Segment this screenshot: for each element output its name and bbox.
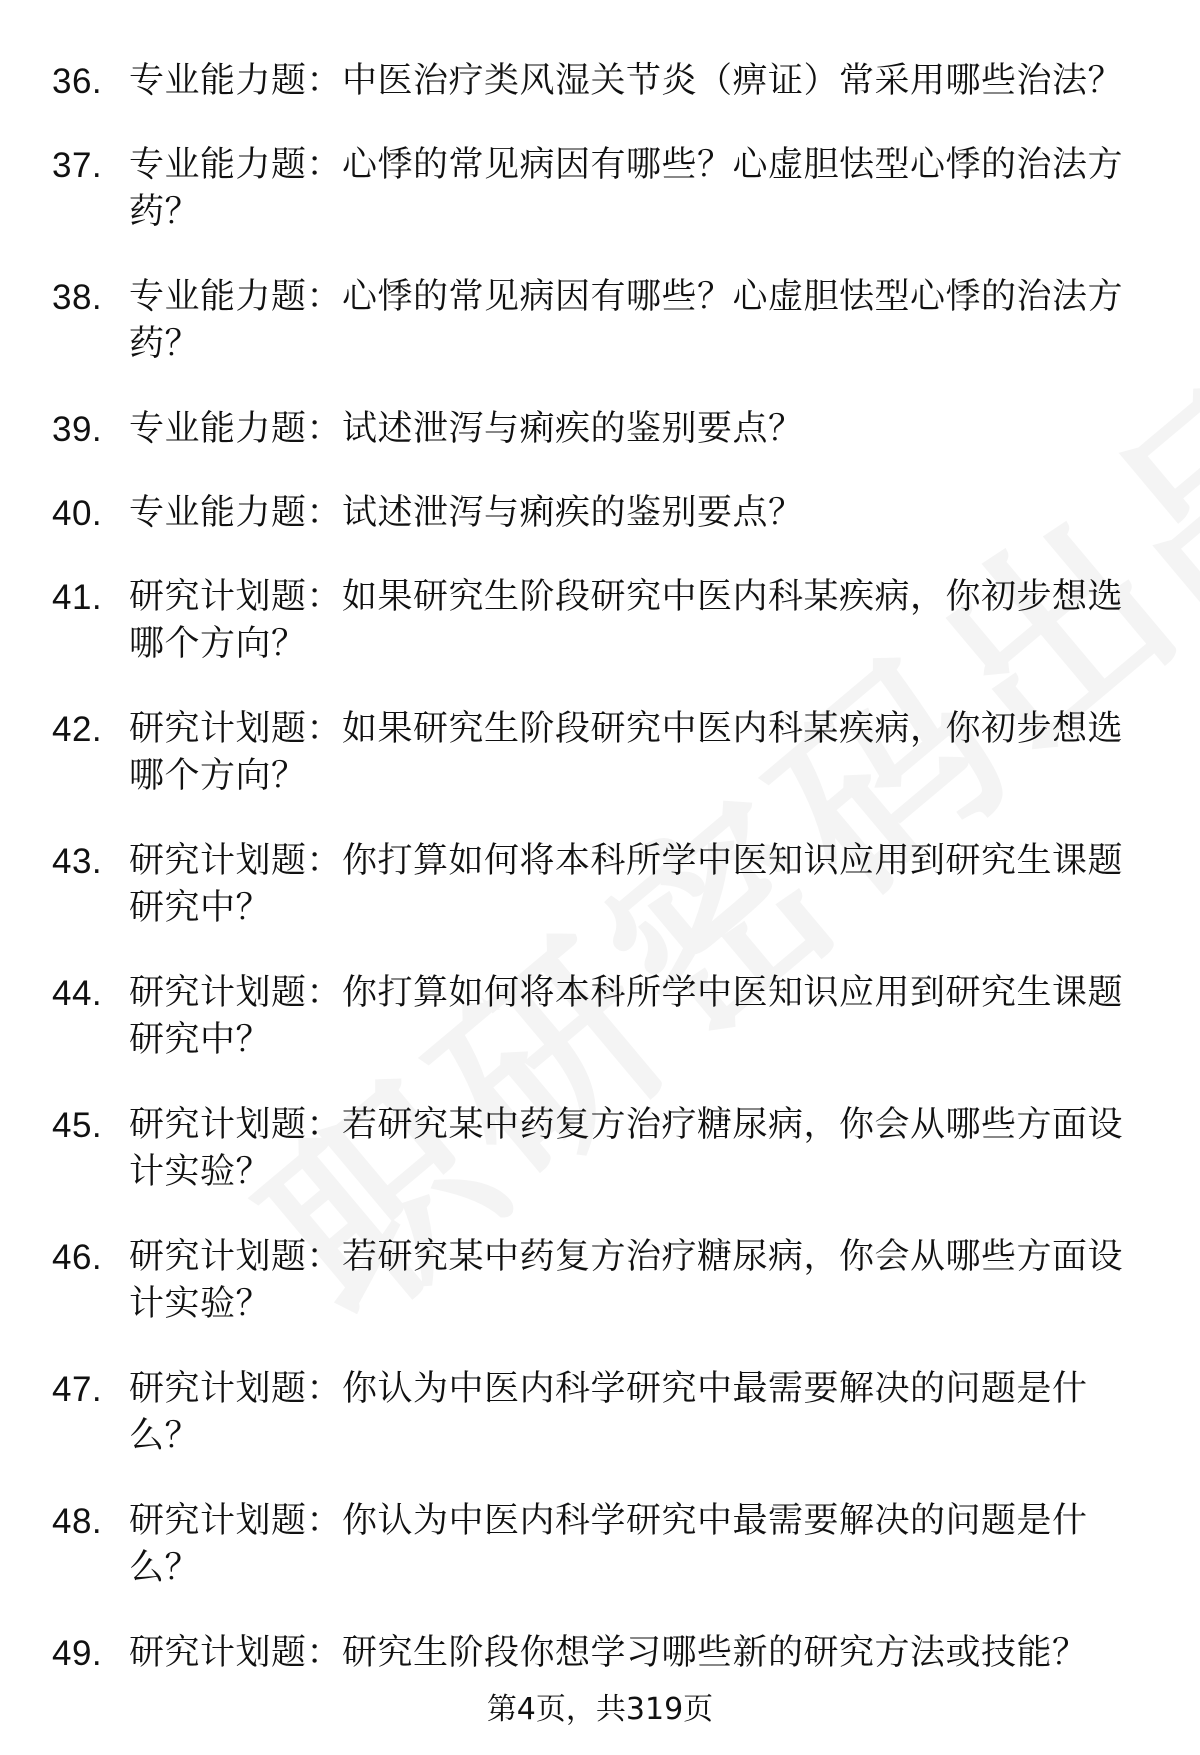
question-text: 试述泄泻与痢疾的鉴别要点？ bbox=[342, 493, 804, 533]
list-item bbox=[0, 490, 1200, 537]
question-text: 你打算如何将本科所学中医知识应用到研究生课题研究中？ bbox=[129, 973, 1124, 1060]
question-text: 如果研究生阶段研究中医内科某疾病，你初步想选哪个方向？ bbox=[129, 577, 1124, 664]
question-list bbox=[0, 58, 1200, 1714]
question-category: 研究计划题： bbox=[129, 973, 343, 1013]
page-footer: 第4页，共319页 bbox=[486, 1692, 714, 1727]
question-number: 48. bbox=[52, 1502, 103, 1541]
list-item bbox=[0, 142, 1200, 236]
question-number: 43. bbox=[52, 842, 103, 881]
question-text: 如果研究生阶段研究中医内科某疾病，你初步想选哪个方向？ bbox=[129, 709, 1124, 796]
question-number: 37. bbox=[52, 146, 103, 185]
question-number: 45. bbox=[52, 1106, 103, 1145]
question-number: 46. bbox=[52, 1238, 103, 1277]
question-text: 若研究某中药复方治疗糖尿病，你会从哪些方面设计实验？ bbox=[129, 1237, 1124, 1324]
question-category: 研究计划题： bbox=[129, 1501, 343, 1541]
question-category: 专业能力题： bbox=[129, 493, 343, 533]
list-item bbox=[0, 1102, 1200, 1196]
list-item bbox=[0, 574, 1200, 668]
list-item bbox=[0, 1366, 1200, 1460]
list-item bbox=[0, 58, 1200, 105]
list-item bbox=[0, 1630, 1200, 1677]
question-number: 47. bbox=[52, 1370, 103, 1409]
question-category: 研究计划题： bbox=[129, 577, 343, 617]
list-item bbox=[0, 706, 1200, 800]
question-category: 研究计划题： bbox=[129, 1237, 343, 1277]
question-text: 若研究某中药复方治疗糖尿病，你会从哪些方面设计实验？ bbox=[129, 1105, 1124, 1192]
question-category: 研究计划题： bbox=[129, 1105, 343, 1145]
question-text: 你认为中医内科学研究中最需要解决的问题是什么？ bbox=[129, 1501, 1088, 1588]
question-category: 专业能力题： bbox=[129, 277, 343, 317]
question-category: 专业能力题： bbox=[129, 61, 343, 101]
question-number: 44. bbox=[52, 974, 103, 1013]
question-text: 你打算如何将本科所学中医知识应用到研究生课题研究中？ bbox=[129, 841, 1124, 928]
question-text: 研究生阶段你想学习哪些新的研究方法或技能？ bbox=[342, 1633, 1088, 1673]
question-number: 40. bbox=[52, 494, 103, 533]
question-number: 39. bbox=[52, 410, 103, 449]
question-category: 专业能力题： bbox=[129, 409, 343, 449]
question-number: 36. bbox=[52, 62, 103, 101]
question-text: 心悸的常见病因有哪些？心虚胆怯型心悸的治法方药？ bbox=[129, 145, 1124, 232]
list-item bbox=[0, 406, 1200, 453]
question-category: 研究计划题： bbox=[129, 1369, 343, 1409]
question-number: 49. bbox=[52, 1634, 103, 1673]
list-item bbox=[0, 274, 1200, 368]
question-number: 38. bbox=[52, 278, 103, 317]
question-category: 专业能力题： bbox=[129, 145, 343, 185]
question-number: 42. bbox=[52, 710, 103, 749]
question-text: 心悸的常见病因有哪些？心虚胆怯型心悸的治法方药？ bbox=[129, 277, 1124, 364]
list-item bbox=[0, 1234, 1200, 1328]
list-item bbox=[0, 1498, 1200, 1592]
question-category: 研究计划题： bbox=[129, 709, 343, 749]
question-category: 研究计划题： bbox=[129, 841, 343, 881]
list-item bbox=[0, 838, 1200, 932]
question-category: 研究计划题： bbox=[129, 1633, 343, 1673]
question-text: 中医治疗类风湿关节炎（痹证）常采用哪些治法？ bbox=[342, 61, 1124, 101]
list-item bbox=[0, 970, 1200, 1064]
question-text: 试述泄泻与痢疾的鉴别要点？ bbox=[342, 409, 804, 449]
question-number: 41. bbox=[52, 578, 103, 617]
question-text: 你认为中医内科学研究中最需要解决的问题是什么？ bbox=[129, 1369, 1088, 1456]
